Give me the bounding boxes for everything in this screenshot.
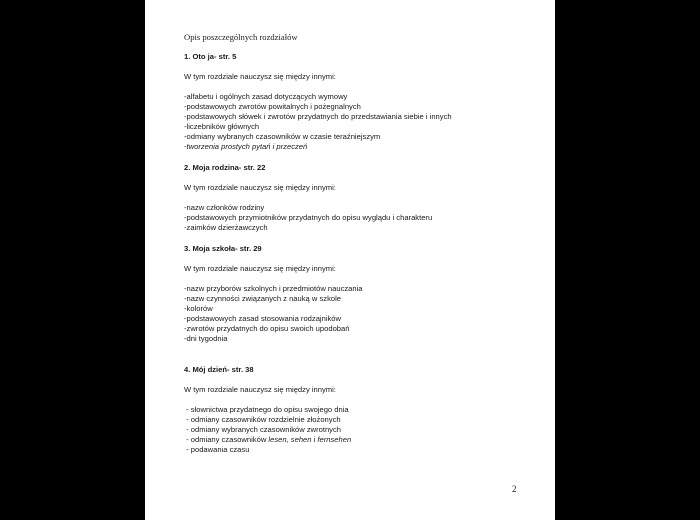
list-item: -alfabetu i ogólnych zasad dotyczących wymowy [184, 92, 348, 101]
document-title: Opis poszczególnych rozdziałów [184, 32, 298, 42]
list-item: - odmiany wybranych czasowników zwrotnych [184, 425, 341, 434]
list-item: -liczebników głównych [184, 122, 260, 131]
list-item: -podstawowych zwrotów powitalnych i pożegnalnych [184, 102, 361, 111]
list-item: - słownictwa przydatnego do opisu swojego dnia [184, 405, 349, 414]
list-item: -podstawowych zasad stosowania rodzajników [184, 314, 342, 323]
list-item: -podstawowych przymiotników przydatnych do opisu wyglądu i charakteru [184, 213, 433, 222]
italic-text: tworzenia prostych pytań i przeczeń [186, 142, 308, 151]
section-intro: W tym rozdziale nauczysz się między innymi: [184, 72, 336, 81]
list-item: -podstawowych słówek i zwrotów przydatnych do przedstawiania siebie i innych [184, 112, 452, 121]
list-item [184, 435, 351, 445]
list-item: -nazw członków rodziny [184, 203, 265, 212]
section-intro: W tym rozdziale nauczysz się między innymi: [184, 264, 336, 273]
list-item: -nazw czynności związanych z nauką w szkole [184, 294, 342, 303]
section-intro: W tym rozdziale nauczysz się między innymi: [184, 385, 336, 394]
section-heading: 1. Oto ja- str. 5 [184, 52, 237, 61]
list-item: - odmiany czasowników rozdzielnie złożonych [184, 415, 341, 424]
list-item: -dni tygodnia [184, 334, 228, 343]
list-item: -kolorów [184, 304, 213, 313]
text: - odmiany czasowników [184, 435, 269, 444]
list-item: -zaimków dzierżawczych [184, 223, 268, 232]
list-item: -zwrotów przydatnych do opisu swoich upodobań [184, 324, 350, 333]
section-heading: 2. Moja rodzina- str. 22 [184, 163, 266, 172]
italic-text: lesen, sehen [268, 435, 312, 444]
section-heading: 3. Moja szkoła- str. 29 [184, 244, 262, 253]
section-heading: 4. Mój dzień- str. 38 [184, 365, 254, 374]
section-intro: W tym rozdziale nauczysz się między innymi: [184, 183, 336, 192]
document-page [145, 0, 555, 520]
italic-text: fernsehen [317, 435, 352, 444]
list-item: - podawania czasu [184, 445, 250, 454]
list-item [184, 142, 307, 152]
list-dash: - [184, 142, 187, 151]
page-number: 2 [512, 484, 517, 494]
text: i [311, 435, 318, 444]
list-item: -nazw przyborów szkolnych i przedmiotów nauczania [184, 284, 363, 293]
list-item: -odmiany wybranych czasowników w czasie teraźniejszym [184, 132, 381, 141]
